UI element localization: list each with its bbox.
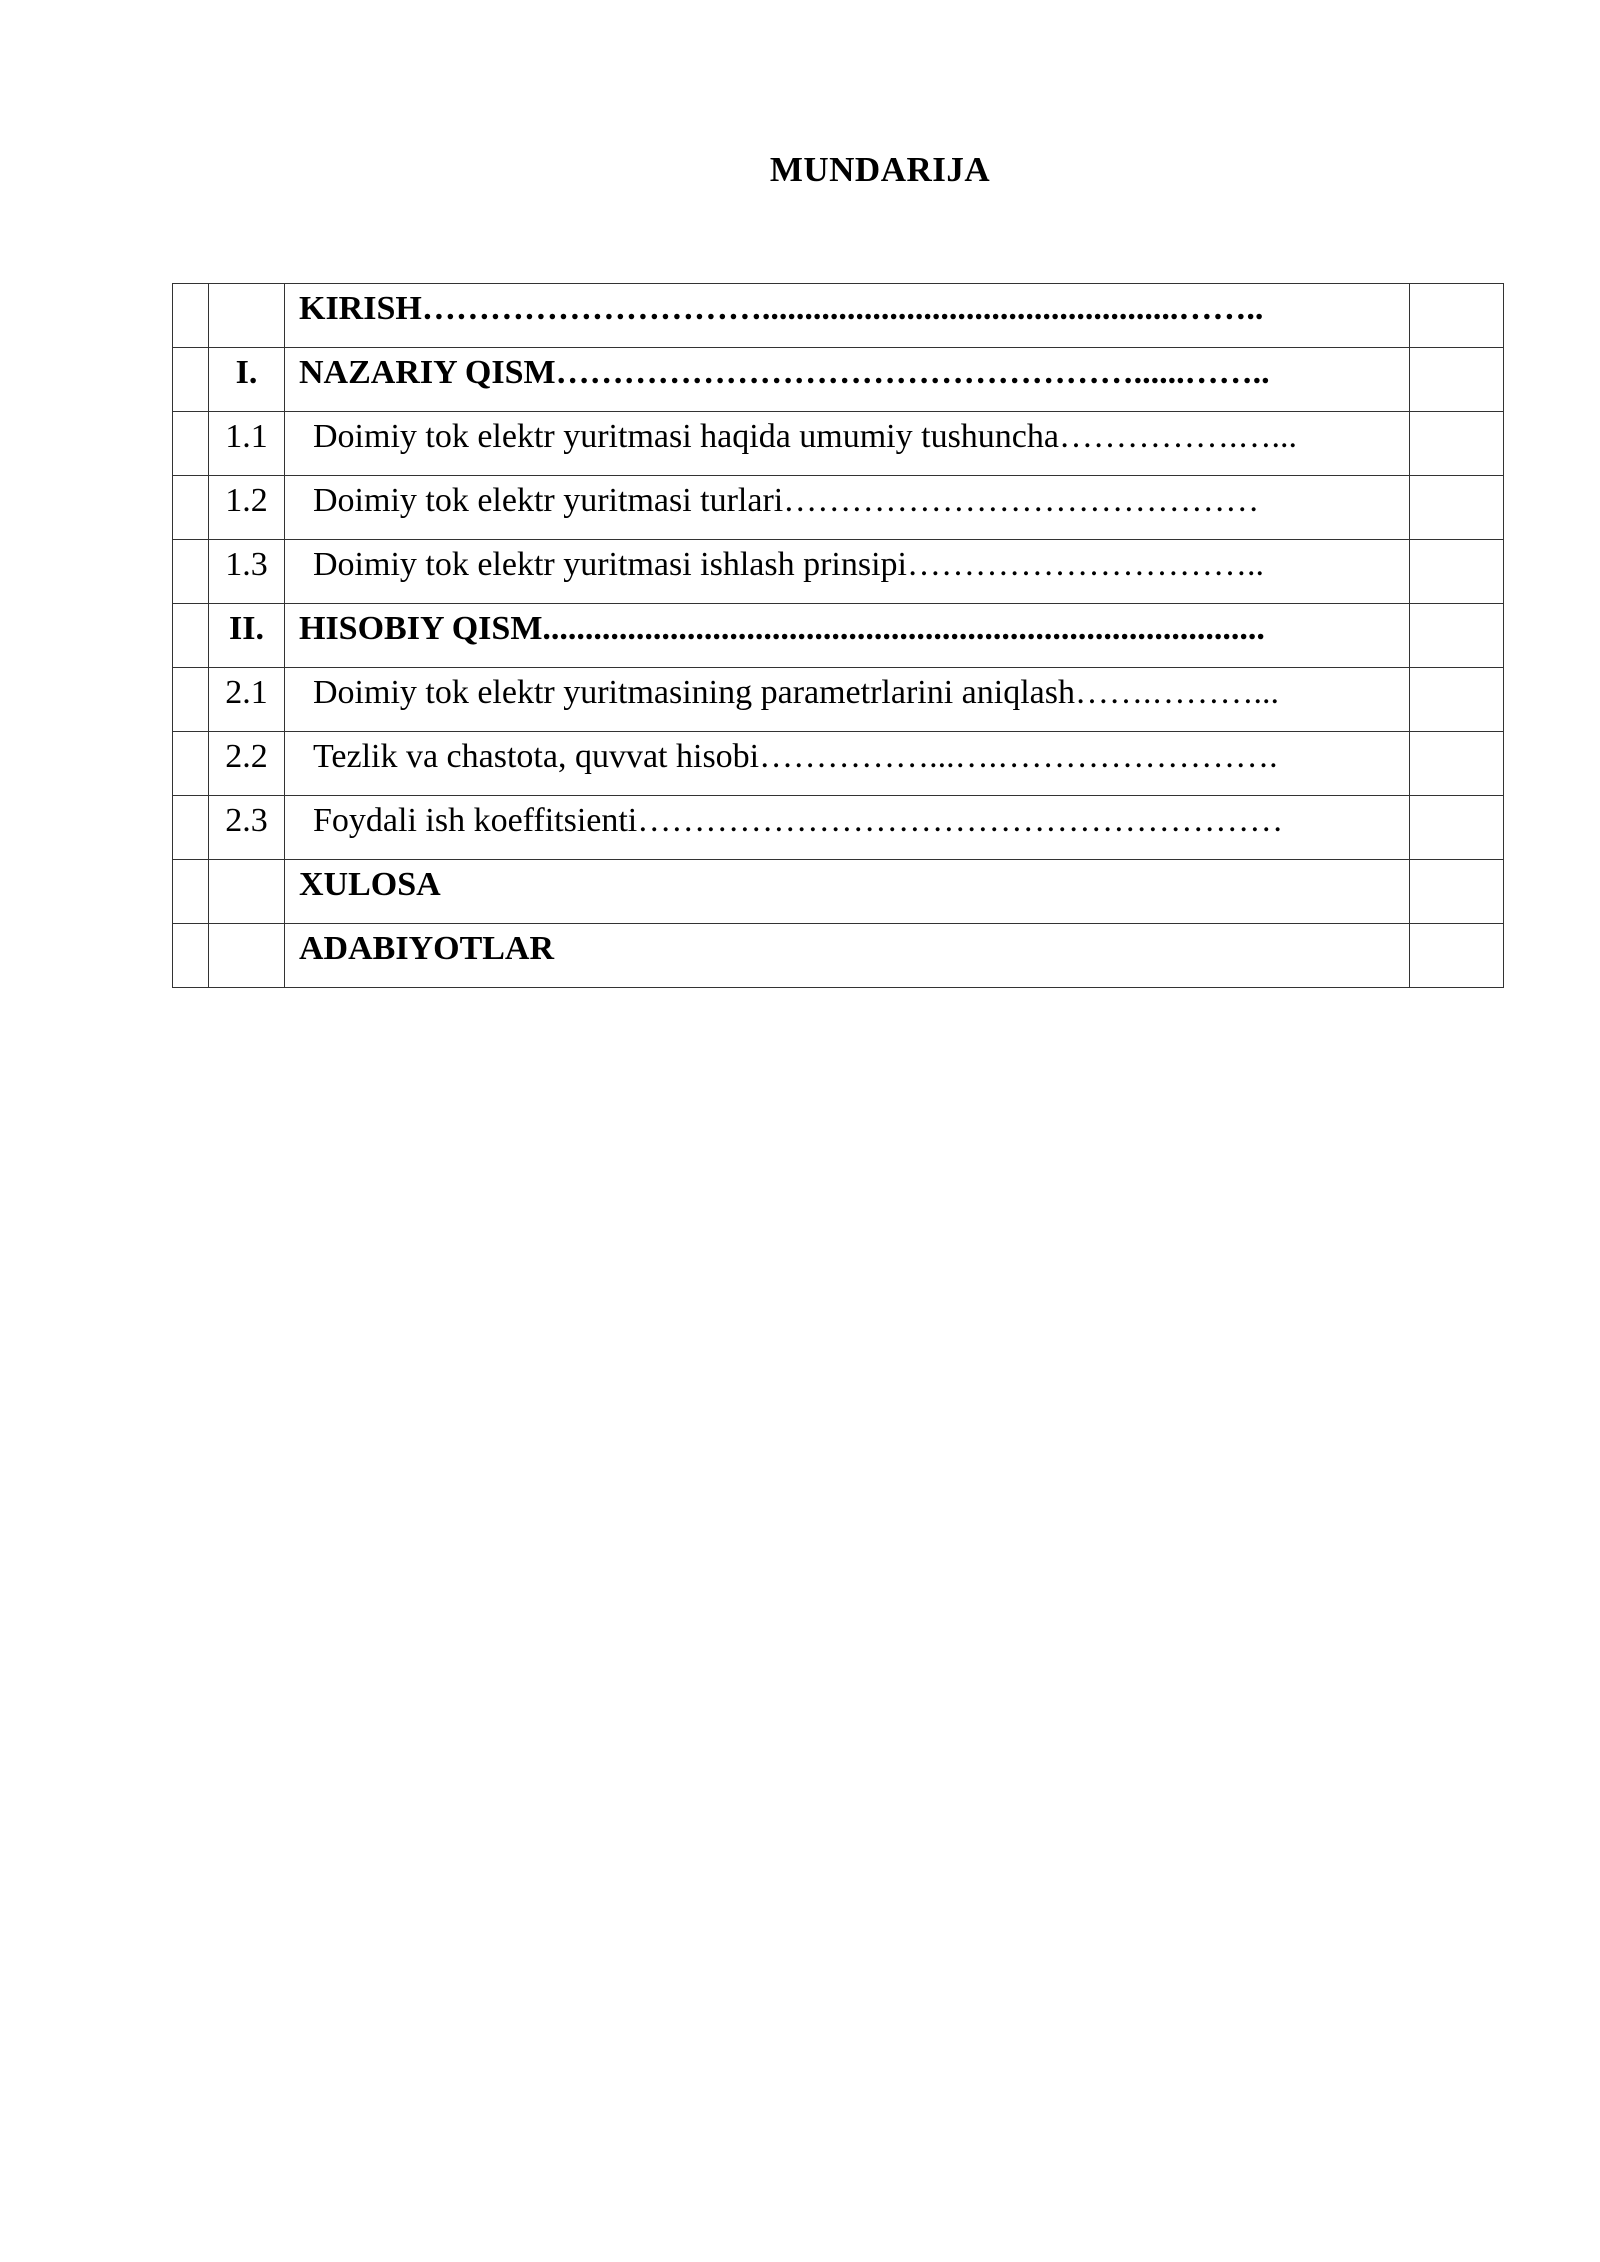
toc-page-cell bbox=[1410, 348, 1504, 412]
toc-entry: XULOSA bbox=[299, 866, 441, 902]
toc-page-cell bbox=[1410, 860, 1504, 924]
toc-page-cell bbox=[1410, 796, 1504, 860]
toc-entry: Doimiy tok elektr yuritmasi haqida umumiy tushuncha…………….…... bbox=[313, 418, 1297, 454]
toc-entry: KIRISH………………………….................................................…….. bbox=[299, 290, 1264, 326]
toc-row-xulosa bbox=[173, 860, 1504, 924]
toc-number: 1.1 bbox=[225, 418, 268, 455]
toc-row-2-1 bbox=[173, 668, 1504, 732]
toc-row-hisobiy bbox=[173, 604, 1504, 668]
toc-entry: Doimiy tok elektr yuritmasining parametrlarini aniqlash…….………... bbox=[313, 674, 1279, 710]
toc-row-1-3 bbox=[173, 540, 1504, 604]
toc-row-kirish bbox=[173, 284, 1504, 348]
toc-number: 2.1 bbox=[225, 674, 268, 711]
toc-page-cell bbox=[1410, 540, 1504, 604]
toc-page-cell bbox=[1410, 476, 1504, 540]
toc-row-2-3 bbox=[173, 796, 1504, 860]
toc-row-2-2 bbox=[173, 732, 1504, 796]
toc-page-cell bbox=[1410, 668, 1504, 732]
toc-row-1-2 bbox=[173, 476, 1504, 540]
toc-entry: Doimiy tok elektr yuritmasi ishlash prinsipi………………………….. bbox=[313, 546, 1265, 582]
toc-page-cell bbox=[1410, 604, 1504, 668]
toc-number: II. bbox=[229, 610, 264, 647]
toc-number bbox=[209, 284, 284, 292]
toc-number bbox=[209, 924, 284, 932]
table-of-contents bbox=[172, 283, 1504, 988]
toc-entry: Tezlik va chastota, quvvat hisobi……………...….……………………. bbox=[313, 738, 1278, 774]
toc-number: 1.3 bbox=[225, 546, 268, 583]
toc-row-adabiyotlar bbox=[173, 924, 1504, 988]
toc-entry: Doimiy tok elektr yuritmasi turlari…………………………………… bbox=[313, 482, 1260, 518]
toc-page-cell bbox=[1410, 732, 1504, 796]
toc-page-cell bbox=[1410, 284, 1504, 348]
toc-entry: Foydali ish koeffitsienti………………………………………………… bbox=[313, 802, 1284, 838]
toc-row-1-1 bbox=[173, 412, 1504, 476]
toc-row-nazariy bbox=[173, 348, 1504, 412]
page-title: MUNDARIJA bbox=[769, 150, 991, 189]
toc-number bbox=[209, 860, 284, 868]
toc-page-cell bbox=[1410, 412, 1504, 476]
toc-page-cell bbox=[1410, 924, 1504, 988]
toc-number: 2.3 bbox=[225, 802, 268, 839]
toc-entry: NAZARIY QISM……………………………………………......…….. bbox=[299, 354, 1270, 390]
toc-number: 2.2 bbox=[225, 738, 268, 775]
toc-entry: HISOBIY QISM..................................................................................... bbox=[299, 610, 1265, 646]
toc-number: I. bbox=[235, 354, 258, 391]
toc-number: 1.2 bbox=[225, 482, 268, 519]
toc-entry: ADABIYOTLAR bbox=[299, 930, 555, 966]
